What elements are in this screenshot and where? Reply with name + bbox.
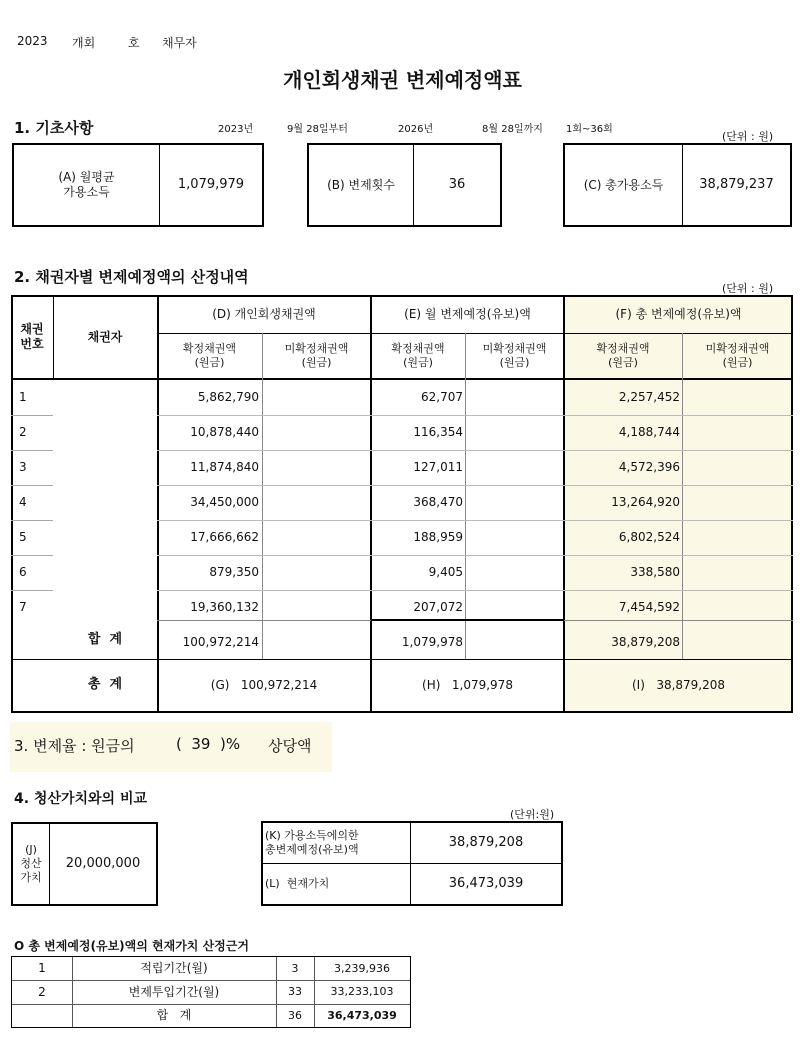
- box-c-value: 38,879,237: [699, 176, 774, 192]
- box-j-label: (J) 청산 가치: [20, 843, 42, 884]
- row-e-value: 207,072: [413, 600, 463, 614]
- row-d-value: 17,666,662: [190, 530, 259, 544]
- table-row-no: 5: [19, 530, 27, 544]
- section5-heading: O 총 변제예정(유보)액의 현재가치 산정근거: [14, 939, 249, 953]
- period-range: 1회~36회: [566, 124, 613, 135]
- table-row-no: 3: [19, 460, 27, 474]
- header-ho: 호: [128, 36, 140, 50]
- row-d-value: 11,874,840: [190, 460, 259, 474]
- section1-heading: 1. 기초사항: [14, 119, 94, 137]
- group-e-header: (E) 월 변제예정(유보)액: [404, 306, 531, 321]
- row-e-value: 127,011: [413, 460, 463, 474]
- section4-heading: 4. 청산가치와의 비교: [14, 791, 147, 807]
- box-a: [12, 143, 264, 227]
- pv-row-no: 2: [38, 984, 46, 999]
- subtotal-label: 합 계: [87, 631, 123, 647]
- section3-prefix: 3. 변제율 : 원금의: [14, 737, 135, 755]
- subtotal-f: 38,879,208: [611, 635, 680, 649]
- total-i: (I) 38,879,208: [631, 678, 726, 692]
- table-row-no: 2: [19, 425, 27, 439]
- row-d-value: 19,360,132: [190, 600, 259, 614]
- row-e-value: 368,470: [413, 495, 463, 509]
- section3-suffix: 상당액: [268, 737, 312, 755]
- row-f-value: 7,454,592: [618, 600, 680, 614]
- e-unconfirmed-header: 미확정채권액 (원금): [482, 342, 547, 369]
- total-g: (G) 100,972,214: [210, 678, 318, 692]
- group-f-header: (F) 총 변제예정(유보)액: [615, 306, 742, 321]
- box-k-label: (K) 가용소득에의한 총변제예정(유보)액: [265, 829, 359, 856]
- box-j: [11, 822, 158, 906]
- row-f-value: 6,802,524: [618, 530, 680, 544]
- f-confirmed-header: 확정채권액 (원금): [596, 342, 650, 369]
- e-confirmed-header: 확정채권액 (원금): [391, 342, 445, 369]
- row-e-value: 116,354: [413, 425, 463, 439]
- creditor-table-grid: [11, 295, 793, 713]
- row-f-value: 4,188,744: [618, 425, 680, 439]
- row-d-value: 34,450,000: [190, 495, 259, 509]
- period-end-year: 2026년: [398, 124, 434, 135]
- box-a-label: (A) 월평균 가용소득: [58, 170, 115, 199]
- row-e-value: 62,707: [421, 390, 463, 404]
- pv-row-label: 변제투입기간(월): [128, 984, 220, 999]
- pv-row-label: 적립기간(월): [140, 961, 208, 975]
- section4-unit: (단위:원): [510, 808, 555, 821]
- section3-value: ( 39 )%: [176, 735, 241, 753]
- box-b: [307, 143, 502, 227]
- header-debtor: 채무자: [162, 36, 197, 50]
- box-k-value: 38,879,208: [448, 834, 524, 850]
- period-end-md: 8월 28일까지: [482, 124, 543, 135]
- row-f-value: 2,257,452: [618, 390, 680, 404]
- col-creditor-header: 채권자: [87, 329, 123, 344]
- pv-total-months: 36: [288, 1008, 302, 1022]
- d-unconfirmed-header: 미확정채권액 (원금): [284, 342, 349, 369]
- header-year: 2023: [17, 34, 48, 48]
- pv-total-label: 합 계: [156, 1008, 192, 1022]
- box-l-value: 36,473,039: [448, 875, 524, 891]
- box-kl: [261, 821, 563, 906]
- header-gaehoe: 개회: [72, 36, 96, 50]
- box-b-label: (B) 변제횟수: [327, 177, 395, 192]
- table-row-no: 7: [19, 600, 27, 614]
- table-row-no: 1: [19, 390, 27, 404]
- box-c: [563, 143, 792, 227]
- d-confirmed-header: 확정채권액 (원금): [182, 342, 237, 369]
- row-d-value: 5,862,790: [197, 390, 259, 404]
- total-h: (H) 1,079,978: [422, 678, 513, 692]
- section2-heading: 2. 채권자별 변제예정액의 산정내역: [14, 268, 249, 286]
- row-e-value: 9,405: [428, 565, 463, 579]
- pv-row-amount: 33,233,103: [330, 985, 394, 999]
- row-d-value: 879,350: [209, 565, 259, 579]
- subtotal-e: 1,079,978: [401, 635, 463, 649]
- section2-unit: (단위 : 원): [722, 282, 774, 295]
- pv-row-no: 1: [38, 961, 46, 975]
- group-d-header: (D) 개인회생채권액: [212, 306, 316, 321]
- pv-row-months: 33: [288, 985, 302, 999]
- period-start-md: 9월 28일부터: [287, 124, 348, 135]
- row-f-value: 338,580: [630, 565, 680, 579]
- box-c-label: (C) 총가용소득: [583, 177, 664, 192]
- col-no-header: 채권 번호: [20, 322, 44, 351]
- row-e-value: 188,959: [413, 530, 463, 544]
- pv-total-amount: 36,473,039: [327, 1008, 397, 1022]
- box-b-value: 36: [448, 176, 466, 192]
- subtotal-d: 100,972,214: [182, 635, 259, 649]
- total-label: 총 계: [87, 677, 123, 693]
- row-f-value: 13,264,920: [611, 495, 680, 509]
- box-j-value: 20,000,000: [65, 855, 141, 871]
- box-a-value: 1,079,979: [177, 176, 245, 192]
- pv-row-months: 3: [291, 961, 299, 975]
- table-row-no: 4: [19, 495, 27, 509]
- section1-unit: (단위 : 원): [722, 130, 774, 143]
- page-title: 개인회생채권 변제예정액표: [283, 68, 522, 92]
- pv-row-amount: 3,239,936: [334, 961, 390, 975]
- f-unconfirmed-header: 미확정채권액 (원금): [705, 342, 770, 369]
- row-d-value: 10,878,440: [190, 425, 259, 439]
- row-f-value: 4,572,396: [618, 460, 680, 474]
- table-row-no: 6: [19, 565, 27, 579]
- box-l-label: (L) 현재가치: [265, 877, 330, 891]
- pv-table: [11, 956, 411, 1028]
- period-start-year: 2023년: [218, 124, 254, 135]
